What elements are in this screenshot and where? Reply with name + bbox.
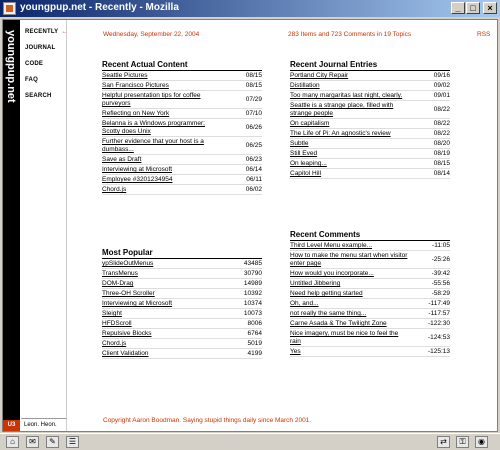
list-item[interactable]: How would you incorporate... -39:42 — [290, 270, 450, 277]
list-item[interactable]: ypSlideOutMenus 43485 — [102, 260, 262, 267]
nav-footer: Leon. Heon. — [21, 418, 67, 431]
list-item[interactable]: Belanna is a Windows programmer; Scotty does Unix 06/26 — [102, 120, 262, 135]
close-button[interactable]: × — [483, 2, 497, 14]
list-item[interactable]: Third Level Menu example... -11:05 — [290, 242, 450, 249]
list-item[interactable]: HFDScroll 8006 — [102, 320, 262, 327]
list-item[interactable]: The Life of Pi: An agnostic's review 08/22 — [290, 130, 450, 137]
list-item[interactable]: TransMenus 30790 — [102, 270, 262, 277]
list-item[interactable]: On leaping... 08/15 — [290, 160, 450, 167]
nav-item-recently[interactable]: RECENTLY ← — [25, 29, 68, 35]
list-item[interactable]: Interviewing at Microsoft 06/14 — [102, 166, 262, 173]
nav-item-search[interactable]: SEARCH — [25, 93, 52, 99]
browser-content — [2, 19, 498, 432]
recent-content-section — [102, 60, 262, 195]
list-item[interactable]: Repulsive Blocks 6764 — [102, 330, 262, 337]
list-item[interactable]: Reflecting on New York 07/10 — [102, 110, 262, 117]
list-item[interactable]: Oh, and... -117:49 — [290, 300, 450, 307]
copyright-footer: Copyright Aaron Boodman. Saying stupid things daily since March 2001. — [103, 417, 312, 424]
list-item[interactable]: San Francisco Pictures 08/15 — [102, 82, 262, 89]
list-item[interactable]: Subtle 08/20 — [290, 140, 450, 147]
rss-link[interactable]: RSS — [477, 31, 491, 38]
list-item[interactable]: Untitled Jibbering -55:56 — [290, 280, 450, 287]
section-title: Most Popular — [102, 248, 262, 259]
list-item[interactable]: Need help getting started -58:29 — [290, 290, 450, 297]
navigator-icon[interactable]: ⌂ — [6, 436, 19, 448]
mail-icon[interactable]: ✉ — [26, 436, 39, 448]
recent-journal-section — [290, 60, 450, 179]
list-item[interactable]: Portland City Repair 09/16 — [290, 72, 450, 79]
list-item[interactable]: Save as Draft 06/23 — [102, 156, 262, 163]
list-item[interactable]: Chord.js 5019 — [102, 340, 262, 347]
window-titlebar[interactable] — [0, 0, 500, 17]
mozilla-app-icon[interactable] — [3, 2, 16, 15]
nav-item-code[interactable]: CODE — [25, 61, 44, 67]
brand-sidebar — [3, 20, 20, 431]
current-date: Wednesday, September 22, 2004 — [103, 31, 200, 38]
list-item[interactable]: How to make the menu start when visitor enter page -25:26 — [290, 252, 450, 267]
main-content — [68, 20, 497, 431]
address-book-icon[interactable]: ☰ — [66, 436, 79, 448]
recent-comments-section — [290, 230, 450, 357]
site-nav — [21, 20, 67, 418]
list-item[interactable]: Seattle is a strange place, filled with strange people 08/22 — [290, 102, 450, 117]
list-item[interactable]: Yes -125:13 — [290, 348, 450, 355]
security-icon[interactable]: ⚿ — [456, 436, 469, 448]
list-item[interactable]: Nice imagery, must be nice to feel the rain -124:53 — [290, 330, 450, 345]
list-item[interactable]: Sleight 10073 — [102, 310, 262, 317]
list-item[interactable]: On capitalism 08/22 — [290, 120, 450, 127]
minimize-button[interactable]: _ — [451, 2, 465, 14]
list-item[interactable]: Further evidence that your host is a dumbass... 06/25 — [102, 138, 262, 153]
list-item[interactable]: Chord.js 06/02 — [102, 186, 262, 193]
most-popular-section — [102, 248, 262, 359]
list-item[interactable]: Distillation 09/02 — [290, 82, 450, 89]
status-bar — [0, 433, 500, 450]
window-title: youngpup.net - Recently - Mozilla — [20, 2, 179, 13]
connection-icon[interactable]: ⇄ — [437, 436, 450, 448]
offline-icon[interactable]: ◉ — [475, 436, 488, 448]
list-item[interactable]: Interviewing at Microsoft 10374 — [102, 300, 262, 307]
site-logo[interactable]: youngpup.net — [5, 30, 17, 103]
list-item[interactable]: Employee #3201234954 06/11 — [102, 176, 262, 183]
section-title: Recent Journal Entries — [290, 60, 450, 71]
nav-item-faq[interactable]: FAQ — [25, 77, 38, 83]
list-item[interactable]: Client Validation 4199 — [102, 350, 262, 357]
current-arrow-icon: ← — [61, 29, 68, 35]
nav-item-journal[interactable]: JOURNAL — [25, 45, 56, 51]
list-item[interactable]: DOM-Drag 14989 — [102, 280, 262, 287]
list-item[interactable]: not really the same thing... -117:57 — [290, 310, 450, 317]
list-item[interactable]: Too many margaritas last night, clearly. 09/01 — [290, 92, 450, 99]
sidebar-badge: U3 — [3, 420, 20, 431]
list-item[interactable]: Capitol Hill 08/14 — [290, 170, 450, 177]
section-title: Recent Comments — [290, 230, 450, 241]
section-title: Recent Actual Content — [102, 60, 262, 71]
maximize-button[interactable]: □ — [466, 2, 480, 14]
list-item[interactable]: Seattle Pictures 08/15 — [102, 72, 262, 79]
list-item[interactable]: Helpful presentation tips for coffee purveyors 07/29 — [102, 92, 262, 107]
site-stats: 283 Items and 723 Comments in 19 Topics — [288, 31, 412, 38]
list-item[interactable]: Still Eved 08/19 — [290, 150, 450, 157]
list-item[interactable]: Carne Asada & The Twilight Zone -122:30 — [290, 320, 450, 327]
list-item[interactable]: Three-OH Scroller 10392 — [102, 290, 262, 297]
composer-icon[interactable]: ✎ — [46, 436, 59, 448]
